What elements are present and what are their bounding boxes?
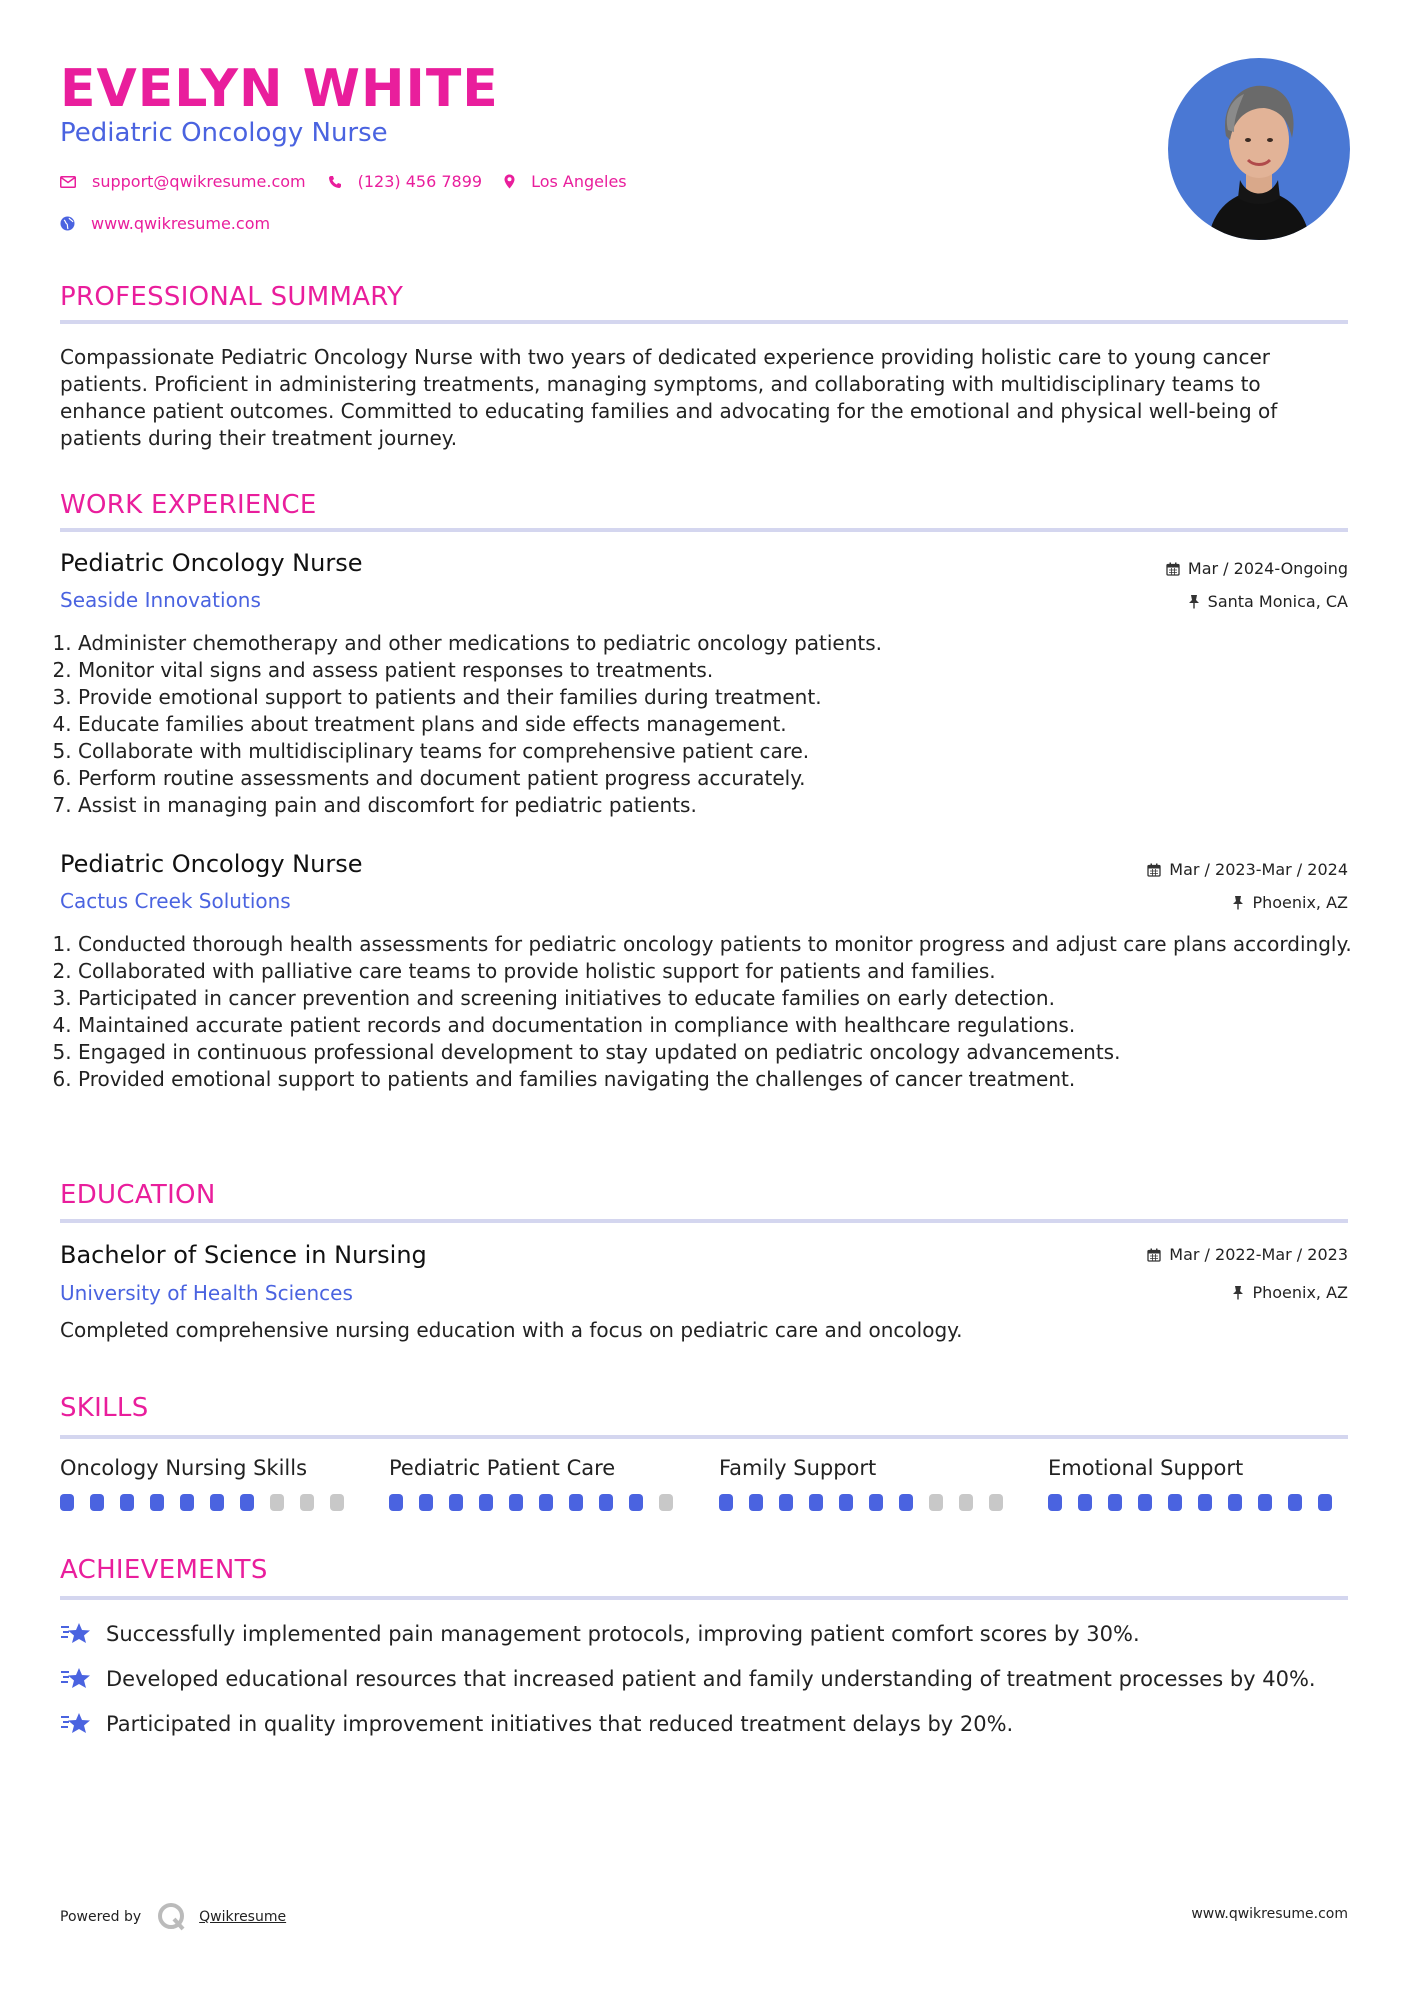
skill-dot-filled <box>1048 1494 1062 1511</box>
skill-dot-filled <box>629 1494 643 1511</box>
skill-dot-filled <box>240 1494 254 1511</box>
job-1-location <box>1188 592 1348 611</box>
skill-dot-filled <box>509 1494 523 1511</box>
qwikresume-link[interactable]: Qwikresume <box>199 1909 287 1925</box>
pushpin-icon <box>1232 895 1244 910</box>
achievements-heading: ACHIEVEMENTS <box>60 1555 268 1585</box>
skill-dot-empty <box>300 1494 314 1511</box>
skill-dot-filled <box>839 1494 853 1511</box>
experience-heading: WORK EXPERIENCE <box>60 490 317 520</box>
skill-dot-filled <box>1168 1494 1182 1511</box>
skill-rating <box>1048 1494 1348 1511</box>
skill-name: Family Support <box>719 1456 877 1480</box>
calendar-icon <box>1166 562 1180 576</box>
skill-dot-filled <box>539 1494 553 1511</box>
skill-dot-filled <box>419 1494 433 1511</box>
skill-dot-filled <box>120 1494 134 1511</box>
list-item: 3. Participated in cancer prevention and screening initiatives to educate families on early detection. <box>78 985 1366 1012</box>
education-degree: Bachelor of Science in Nursing <box>60 1241 427 1269</box>
achievement-item <box>60 1710 1013 1738</box>
education-location <box>1232 1283 1348 1302</box>
skill-dot-filled <box>1078 1494 1092 1511</box>
phone-text: (123) 456 7899 <box>357 172 483 191</box>
achievement-item <box>60 1620 1140 1648</box>
achievement-text: Developed educational resources that increased patient and family understanding of treatment processes by 40%. <box>106 1667 1316 1691</box>
contact-email[interactable] <box>60 172 306 191</box>
skill-dot-filled <box>180 1494 194 1511</box>
skill-dot-filled <box>60 1494 74 1511</box>
education-location-text: Phoenix, AZ <box>1252 1283 1348 1302</box>
skill-dot-filled <box>749 1494 763 1511</box>
map-pin-icon <box>504 174 515 189</box>
skill-name: Pediatric Patient Care <box>389 1456 616 1480</box>
skill-dot-filled <box>599 1494 613 1511</box>
skill-dot-filled <box>899 1494 913 1511</box>
skill-dot-empty <box>659 1494 673 1511</box>
list-item: 7. Assist in managing pain and discomfort for pediatric patients. <box>78 792 1366 819</box>
contact-phone[interactable] <box>328 172 482 191</box>
skill-rating <box>60 1494 360 1511</box>
achievement-text: Successfully implemented pain management protocols, improving patient comfort scores by 30%. <box>106 1622 1140 1646</box>
envelope-icon <box>60 176 76 188</box>
education-dates-text: Mar / 2022-Mar / 2023 <box>1169 1245 1348 1264</box>
summary-heading: PROFESSIONAL SUMMARY <box>60 282 404 312</box>
star-icon <box>60 1665 92 1693</box>
job-2-dates <box>1147 860 1348 879</box>
skill-dot-filled <box>1288 1494 1302 1511</box>
education-school: University of Health Sciences <box>60 1281 353 1305</box>
job-2-dates-text: Mar / 2023-Mar / 2024 <box>1169 860 1348 879</box>
skill-dot-filled <box>869 1494 883 1511</box>
job-2-location <box>1232 893 1348 912</box>
education-description: Completed comprehensive nursing education with a focus on pediatric care and oncology. <box>60 1318 963 1342</box>
candidate-title: Pediatric Oncology Nurse <box>60 118 388 148</box>
skills-heading: SKILLS <box>60 1393 149 1423</box>
star-icon <box>60 1710 92 1738</box>
job-1-dates-text: Mar / 2024-Ongoing <box>1187 559 1348 578</box>
achievements-divider <box>60 1596 1348 1600</box>
education-divider <box>60 1219 1348 1223</box>
contact-row-2 <box>60 214 292 233</box>
skill-dot-filled <box>809 1494 823 1511</box>
skill-dot-filled <box>389 1494 403 1511</box>
job-1-title: Pediatric Oncology Nurse <box>60 549 363 577</box>
list-item: 4. Maintained accurate patient records and documentation in compliance with healthcare regulations. <box>78 1012 1366 1039</box>
job-2-title: Pediatric Oncology Nurse <box>60 850 363 878</box>
calendar-icon <box>1147 1248 1161 1262</box>
summary-divider <box>60 320 1348 324</box>
list-item: 1. Conducted thorough health assessments for pediatric oncology patients to monitor progress and adjust care plans accordingly. <box>78 931 1366 958</box>
phone-icon <box>328 175 342 189</box>
skill-dot-empty <box>330 1494 344 1511</box>
calendar-icon <box>1147 863 1161 877</box>
summary-text: Compassionate Pediatric Oncology Nurse with two years of dedicated experience providing holistic care to young cancer patients. Proficient in administering treatments, managing symptoms, and collaborating with multidisciplinary teams to enhance patient outcomes. Committed to educating families and advocating for the emotional and physical well-being of patients during their treatment journey. <box>60 345 1278 450</box>
skill-dot-empty <box>959 1494 973 1511</box>
education-dates <box>1147 1245 1348 1264</box>
skill-dot-filled <box>1198 1494 1212 1511</box>
skill-dot-filled <box>1108 1494 1122 1511</box>
contact-location <box>504 172 627 191</box>
achievement-text: Participated in quality improvement initiatives that reduced treatment delays by 20%. <box>106 1712 1014 1736</box>
job-2-duties <box>60 931 1366 1093</box>
skill-dot-filled <box>1258 1494 1272 1511</box>
star-icon <box>60 1620 92 1648</box>
skill-3 <box>719 1456 1019 1511</box>
education-heading: EDUCATION <box>60 1180 216 1210</box>
skill-dot-filled <box>1138 1494 1152 1511</box>
skill-rating <box>389 1494 689 1511</box>
email-text: support@qwikresume.com <box>92 172 306 191</box>
pushpin-icon <box>1188 594 1200 609</box>
list-item: 6. Provided emotional support to patients and families navigating the challenges of cancer treatment. <box>78 1066 1366 1093</box>
skill-dot-filled <box>779 1494 793 1511</box>
list-item: 2. Monitor vital signs and assess patient responses to treatments. <box>78 657 1366 684</box>
qwikresume-logo-icon <box>157 1902 187 1932</box>
experience-divider <box>60 528 1348 532</box>
skill-dot-filled <box>210 1494 224 1511</box>
list-item: 3. Provide emotional support to patients and their families during treatment. <box>78 684 1366 711</box>
location-text: Los Angeles <box>531 172 627 191</box>
job-1-duties <box>60 630 1366 819</box>
skill-dot-filled <box>1318 1494 1332 1511</box>
job-1-location-text: Santa Monica, CA <box>1207 592 1348 611</box>
footer-powered-by <box>60 1902 286 1932</box>
skill-2 <box>389 1456 689 1511</box>
resume-page <box>60 0 1352 1990</box>
globe-icon <box>60 216 75 231</box>
contact-website[interactable] <box>60 214 270 233</box>
website-text: www.qwikresume.com <box>91 214 271 233</box>
skill-4 <box>1048 1456 1348 1511</box>
job-2-company: Cactus Creek Solutions <box>60 889 291 913</box>
skill-dot-filled <box>569 1494 583 1511</box>
candidate-name: EVELYN WHITE <box>60 59 499 119</box>
skill-dot-empty <box>989 1494 1003 1511</box>
skill-dot-filled <box>1228 1494 1242 1511</box>
skill-dot-filled <box>719 1494 733 1511</box>
list-item: 1. Administer chemotherapy and other medications to pediatric oncology patients. <box>78 630 1366 657</box>
contact-row-1 <box>60 172 649 191</box>
skill-dot-filled <box>90 1494 104 1511</box>
job-2-location-text: Phoenix, AZ <box>1252 893 1348 912</box>
achievement-item <box>60 1665 1316 1693</box>
job-1-company: Seaside Innovations <box>60 588 261 612</box>
skill-dot-empty <box>270 1494 284 1511</box>
profile-photo <box>1168 58 1350 240</box>
job-1-dates <box>1166 559 1348 578</box>
skill-name: Oncology Nursing Skills <box>60 1456 308 1480</box>
skill-1 <box>60 1456 360 1511</box>
skill-dot-filled <box>479 1494 493 1511</box>
list-item: 6. Perform routine assessments and document patient progress accurately. <box>78 765 1366 792</box>
skill-rating <box>719 1494 1019 1511</box>
skill-name: Emotional Support <box>1048 1456 1244 1480</box>
skills-divider <box>60 1435 1348 1439</box>
list-item: 2. Collaborated with palliative care teams to provide holistic support for patients and families. <box>78 958 1366 985</box>
skill-dot-empty <box>929 1494 943 1511</box>
list-item: 5. Engaged in continuous professional development to stay updated on pediatric oncology advancements. <box>78 1039 1366 1066</box>
powered-by-label: Powered by <box>60 1909 142 1925</box>
skill-dot-filled <box>150 1494 164 1511</box>
list-item: 5. Collaborate with multidisciplinary teams for comprehensive patient care. <box>78 738 1366 765</box>
footer-url[interactable]: www.qwikresume.com <box>1191 1906 1348 1922</box>
pushpin-icon <box>1232 1285 1244 1300</box>
list-item: 4. Educate families about treatment plans and side effects management. <box>78 711 1366 738</box>
skill-dot-filled <box>449 1494 463 1511</box>
